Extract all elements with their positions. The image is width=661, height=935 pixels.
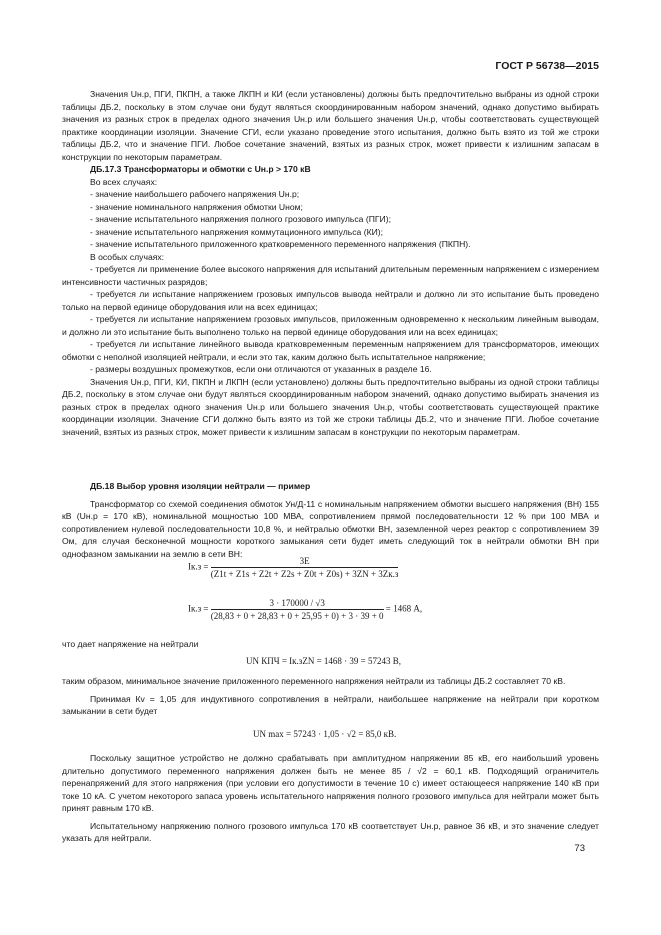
heading-db18: ДБ.18 Выбор уровня изоляции нейтрали — пример	[90, 481, 311, 491]
paragraph: Значения Uн.р, ПГИ, КИ, ПКПН и ЛКПН (если установлено) должны быть предпочтительно выбраны из одной строки таблицы ДБ.2, поскольку в этом случае они будут являться скоординированным набором значений, однако допустимо выбирать значения из разных строк в пределах одного значения Uн.р или большего значения Uн.р, чтобы соответствовать существующей практике координации изоляции. Значение СГИ должно быть взято из той же строки таблицы ДБ.2, что и значение ПГИ. Любое сочетание значений, взятых из разных строк, может привести к излишним запасам в конструкции по некоторым параметрам.	[62, 376, 599, 437]
formula-current-value	[188, 598, 422, 621]
standard-id: ГОСТ Р 56738—2015	[495, 60, 599, 72]
list-item: - размеры воздушных промежутков, если они отличаются от указанных в разделе 16.	[90, 364, 432, 374]
paragraph: Значения Uн.р, ПГИ, ПКПН, а также ЛКПН и КИ (если установлены) должны быть предпочтительно выбраны из одной строки таблицы ДБ.2, поскольку в этом случае они будут являться скоординированным набором значений, однако допустимо выбирать значения из разных строк в пределах одного значения Uн.р или большего значения Uн.р, чтобы соответствовать существующей практике координации изоляции. Значение СГИ, если указано проведение этого испытания, должно быть взято из той же строки таблицы ДБ.2, что и значение ПГИ. Любое сочетание значений, взятых из разных строк, может привести к излишним запасам в конструкции по некоторым параметрам.	[62, 89, 599, 162]
section-db17-block	[62, 88, 599, 438]
text-neutral-result	[62, 675, 599, 718]
formula-max-neutral-voltage: UN max = 57243 · 1,05 · √2 = 85,0 кВ.	[253, 729, 397, 739]
formula-numerator: 3 · 170000 / √3	[211, 598, 384, 610]
formula-lhs: Iк.з =	[188, 603, 209, 614]
paragraph: таким образом, минимальное значение приложенного переменного напряжения нейтрали из таблицы ДБ.2 составляет 70 кВ.	[62, 676, 566, 686]
list-item: - требуется ли испытание напряжением грозовых импульсов вывода нейтрали и должно ли это испытание быть проведено только на первой единице оборудования или на всех единицах;	[62, 289, 599, 312]
paragraph: В особых случаях:	[90, 251, 165, 262]
list-item: - значение испытательного напряжения полного грозового импульса (ПГИ);	[90, 214, 391, 224]
formula-fraction	[211, 598, 384, 621]
list-item: - значение номинального напряжения обмотки Uном;	[90, 201, 303, 212]
paragraph: Трансформатор со схемой соединения обмоток Ун/Д-11 с номинальным напряжением обмотки высшего напряжения (ВН) 155 кВ (Uн.р = 170 кВ), номинальной мощностью 100 МВА, сопротивлением прямой последовательности 12 % при 100 МВА и сопротивлением нулевой последовательности 10,8 %, и нейтралью обмотки ВН, заземленной через реактор с сопротивлением 39 Ом, для случая бесконечной мощности короткого замыкания сети будет иметь следующий ток в нейтрали обмотки ВН при однофазном замыкании на землю в сети ВН:	[62, 498, 599, 559]
paragraph: Поскольку защитное устройство не должно срабатывать при амплитудном напряжении 85 кВ, его наибольший уровень длительно допустимого переменного напряжения должен быть не менее 85 / √2 = 60,1 кВ. Подходящий ограничитель перенапряжений для этого напряжения (при условии его допустимости в течение 10 с) имеет остающееся напряжение 140 кВ при токе 10 кА. С учетом некоторого запаса уровень испытательного напряжения полного грозового импульса для нейтрали может быть принят равным 170 кВ.	[62, 753, 599, 813]
formula-lhs: Iк.з =	[188, 561, 209, 572]
list-item: - требуется ли испытание напряжением грозовых импульсов, приложенным одновременно к нескольким линейным выводам, и должно ли это испытание быть выполнено только на первой единице оборудования или на всех единицах;	[62, 314, 599, 337]
list-item: - требуется ли применение более высокого напряжения для испытаний длительным переменным напряжением с измерением интенсивности частичных разрядов;	[62, 264, 599, 287]
text-neutral-voltage	[62, 638, 599, 651]
formula-denominator: (28,83 + 0 + 28,83 + 0 + 25,95 + 0) + 3 · 39 + 0	[210, 611, 384, 621]
formula-numerator: 3E	[211, 556, 399, 568]
list-item: - значение наибольшего рабочего напряжения Uн.р;	[90, 189, 300, 199]
text-conclusion	[62, 752, 599, 845]
list-item: - значение испытательного приложенного кратковременного переменного напряжения (ПКПН).	[90, 239, 471, 249]
list-item: - требуется ли испытание линейного вывода кратковременным переменным напряжением для трансформаторов, имеющих обмотки с неполной изоляцией нейтрали, и если это так, каким должно быть испытательное напряжение;	[62, 339, 599, 362]
page-number: 73	[574, 843, 585, 854]
paragraph: Во всех случаях:	[90, 176, 158, 187]
heading-db17-3: ДБ.17.3 Трансформаторы и обмотки с Uн.р > 170 кВ	[90, 164, 311, 174]
paragraph: Испытательному напряжению полного грозового импульса 170 кВ соответствует Uн.р, равное 36 кВ, и это значение следует указать для нейтрали.	[62, 820, 599, 843]
paragraph: что дает напряжение на нейтрали	[62, 639, 199, 649]
formula-neutral-voltage: UN КПЧ = Iк.зZN = 1468 · 39 = 57243 В,	[246, 656, 401, 666]
formula-denominator: (Z1t + Z1s + Z2t + Z2s + Z0t + Z0s) + 3ZN + 3Zк.з	[210, 569, 399, 579]
formula-result: = 1468 А,	[385, 603, 423, 614]
formula-short-circuit-current	[188, 556, 398, 579]
section-db18-block	[62, 480, 599, 560]
paragraph: Принимая Кv = 1,05 для индуктивного сопротивления в нейтрали, наибольшее напряжение на нейтрали при коротком замыкании в сети будет	[62, 693, 599, 716]
list-item: - значение испытательного напряжения коммутационного импульса (КИ);	[90, 226, 384, 237]
formula-fraction	[211, 556, 399, 579]
